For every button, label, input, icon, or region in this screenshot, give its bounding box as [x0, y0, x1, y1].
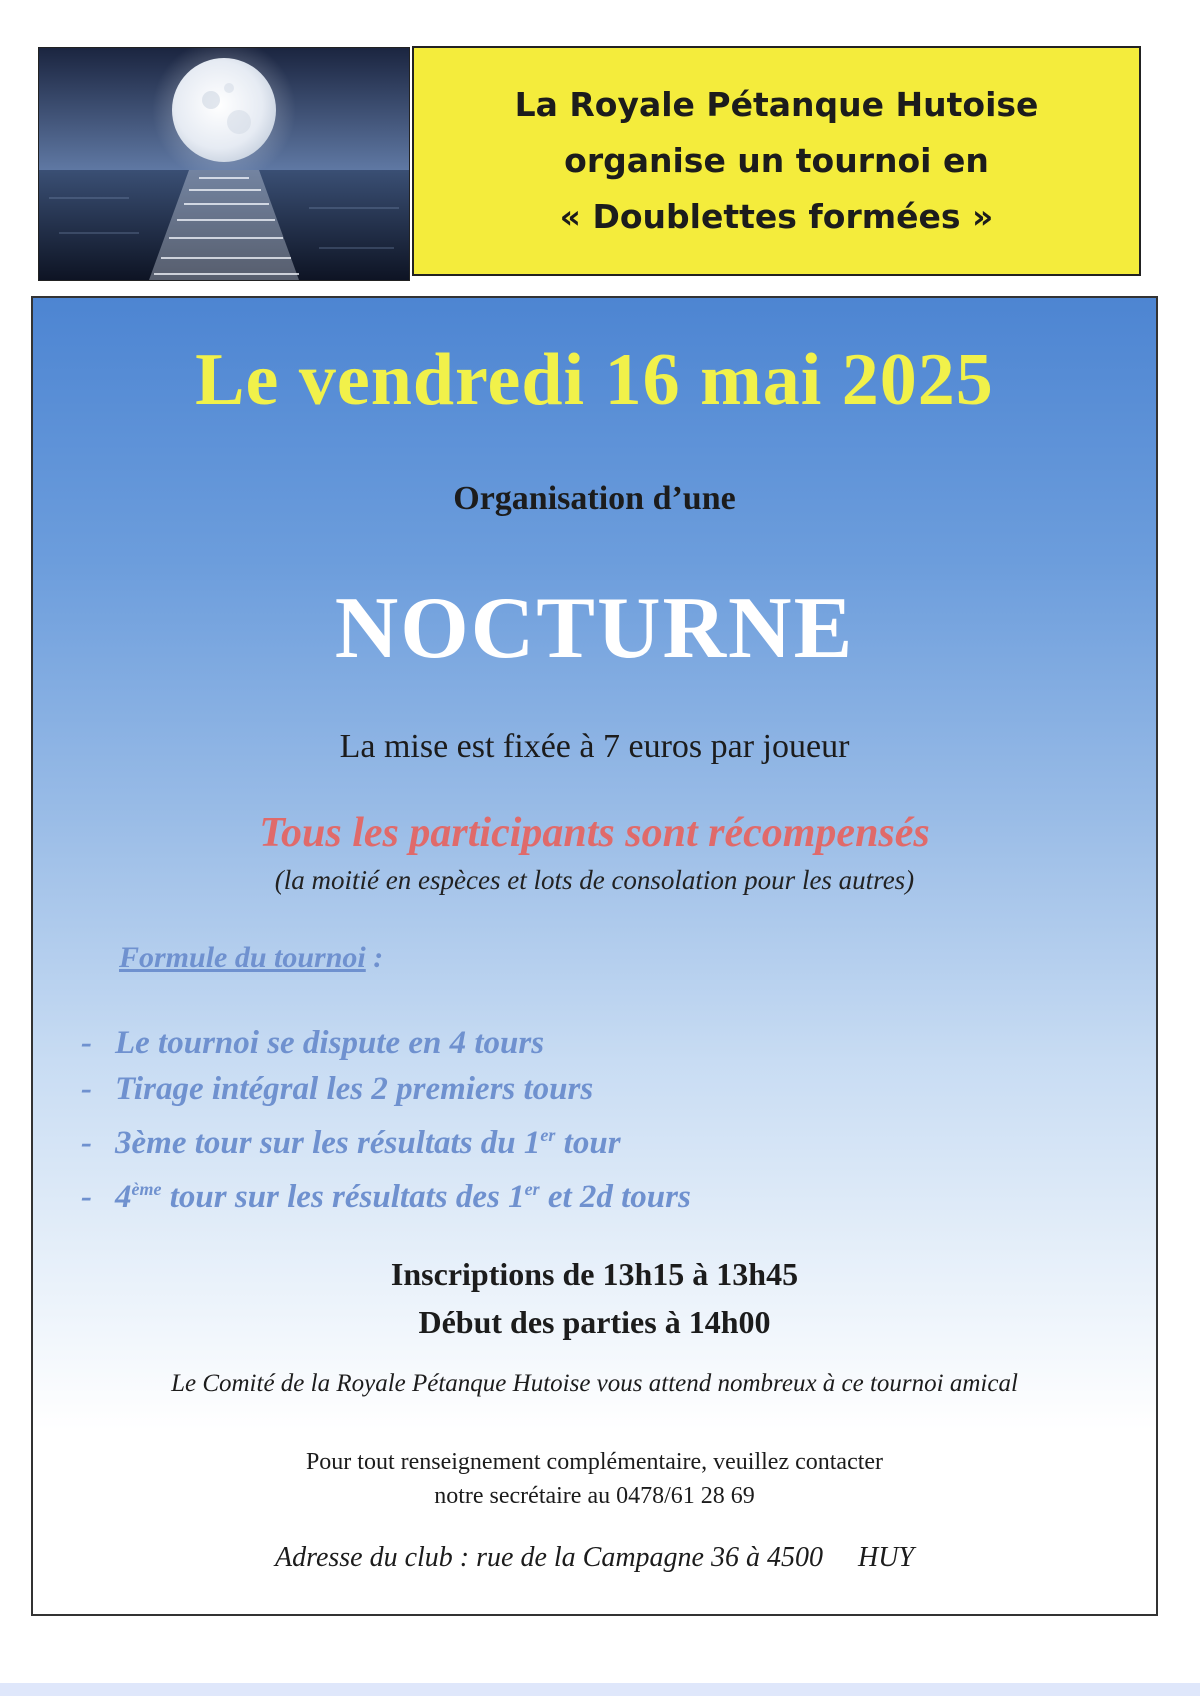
schedule [33, 1250, 1156, 1346]
moon-over-sea-image [38, 47, 410, 281]
format-rule-4-sup2: er [524, 1179, 540, 1199]
format-rule-4-post: et 2d tours [539, 1179, 691, 1215]
club-title-box [412, 46, 1141, 276]
format-rule-4-sup: ème [131, 1179, 162, 1199]
contact-info [33, 1445, 1156, 1513]
format-rule-3-sup: er [540, 1125, 556, 1145]
event-panel [31, 296, 1158, 1616]
format-rule-2: - Tirage intégral les 2 premiers tours [81, 1071, 594, 1107]
format-heading-title: Formule du tournoi [119, 941, 366, 974]
event-name: NOCTURNE [334, 580, 855, 677]
format-heading [119, 941, 383, 975]
reward-headline: Tous les participants sont récompensés [259, 810, 930, 856]
format-rule-4-pre: 4 [115, 1179, 132, 1215]
registration-time: Inscriptions de 13h15 à 13h45 [390, 1256, 799, 1292]
format-rule-2-text: Tirage intégral les 2 premiers tours [115, 1071, 594, 1107]
committee-message: Le Comité de la Royale Pétanque Hutoise vous attend nombreux à ce tournoi amical [171, 1370, 1018, 1397]
club-title-line-2: organise un tournoi en [564, 141, 989, 180]
format-rule-1-text: Le tournoi se dispute en 4 tours [115, 1025, 545, 1061]
reward-note: (la moitié en espèces et lots de consolation pour les autres) [274, 865, 915, 895]
format-rule-4-mid: tour sur les résultats des 1 [161, 1179, 525, 1215]
club-title-line-3: « Doublettes formées » [559, 197, 994, 236]
organisation-label: Organisation d’une [453, 480, 736, 517]
format-rule-4: - 4ème tour sur les résultats des 1er et 2d tours [81, 1179, 691, 1215]
contact-line-2: notre secrétaire au 0478/61 28 69 [434, 1483, 755, 1509]
club-title-line-1: La Royale Pétanque Hutoise [514, 85, 1039, 124]
format-rule-3-post: tour [555, 1125, 621, 1161]
format-rule-1: - Le tournoi se dispute en 4 tours [81, 1025, 545, 1061]
format-heading-suffix: : [365, 941, 384, 974]
format-rules-list [81, 1020, 691, 1220]
club-address: Adresse du club : rue de la Campagne 36 à 4500 HUY [274, 1542, 914, 1573]
entry-fee: La mise est fixée à 7 euros par joueur [339, 728, 850, 765]
start-time: Début des parties à 14h00 [418, 1304, 771, 1340]
page-bottom-strip [0, 1683, 1200, 1696]
contact-line-1: Pour tout renseignement complémentaire, veuillez contacter [305, 1449, 884, 1475]
format-rule-3-pre: 3ème tour sur les résultats du 1 [115, 1125, 541, 1161]
event-date: Le vendredi 16 mai 2025 [195, 339, 994, 421]
format-rule-3: - 3ème tour sur les résultats du 1er tour [81, 1125, 621, 1161]
